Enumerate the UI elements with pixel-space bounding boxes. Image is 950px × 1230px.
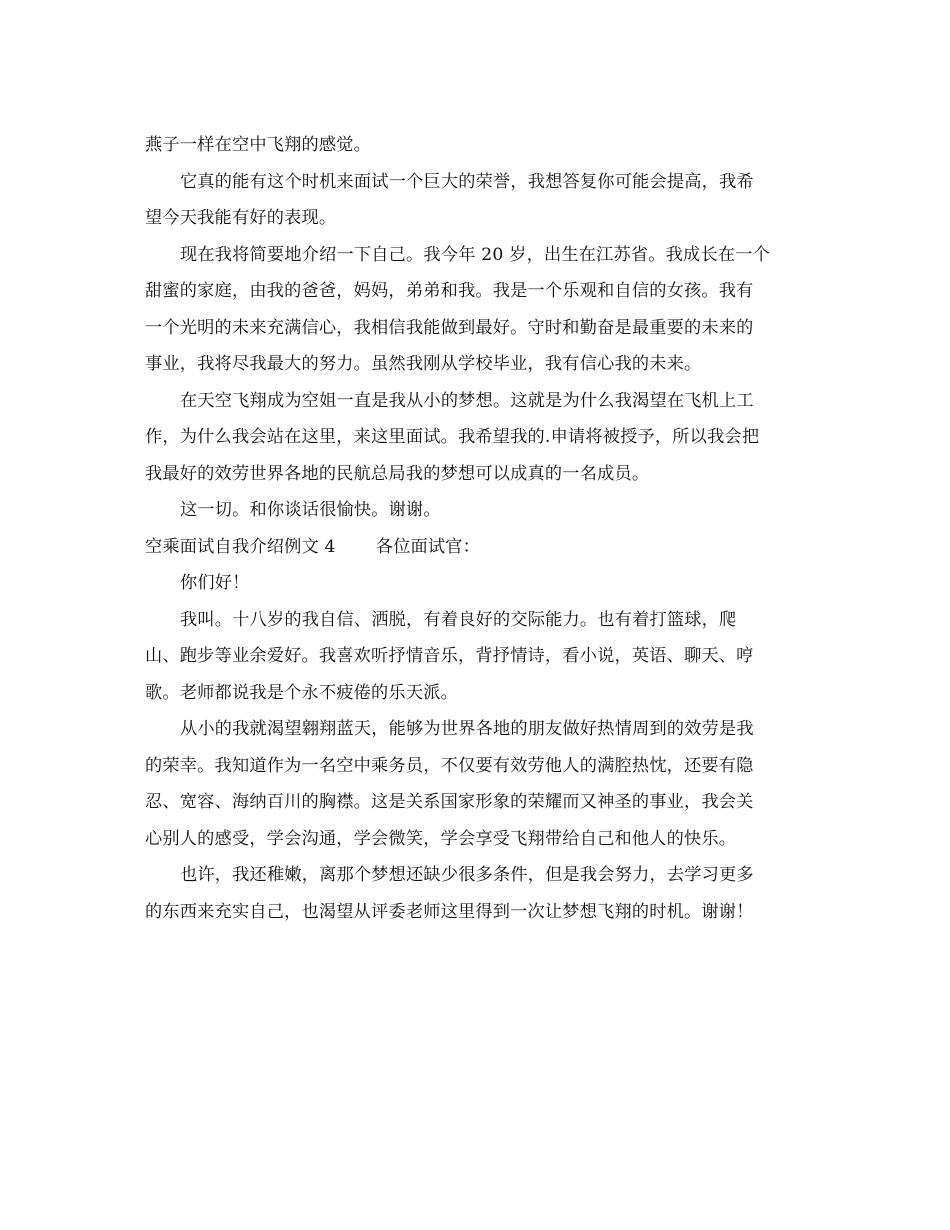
text-line: 歌。老师都说我是个永不疲倦的乐天派。 xyxy=(145,682,458,703)
text-line: 一个光明的未来充满信心，我相信我能做到最好。守时和勤奋是最重要的未来的 xyxy=(145,317,754,338)
text-line: 望今天我能有好的表现。 xyxy=(145,208,337,228)
text-line: 你们好！ xyxy=(180,573,250,593)
text-line: 我叫。十八岁的我自信、洒脱，有着良好的交际能力。也有着打篮球，爬 xyxy=(180,609,737,630)
text-line: 它真的能有这个时机来面试一个巨大的荣誉，我想答复你可能会提高，我希 xyxy=(180,171,754,192)
text-line: 忍、宽容、海纳百川的胸襟。这是关系国家形象的荣耀而又神圣的事业，我会关 xyxy=(145,792,754,812)
document-body xyxy=(145,127,810,930)
text-line: 甜蜜的家庭，由我的爸爸，妈妈，弟弟和我。我是一个乐观和自信的女孩。我有 xyxy=(145,281,754,301)
section-heading xyxy=(145,529,810,566)
text-line: 这一切。和你谈话很愉快。谢谢。 xyxy=(180,500,441,520)
text-line: 在天空飞翔成为空姐一直是我从小的梦想。这就是为什么我渴望在飞机上工 xyxy=(180,390,754,411)
text-line: 作，为什么我会站在这里，来这里面试。我希望我的.申请将被授予，所以我会把 xyxy=(145,427,760,447)
text-line: 现在我将简要地介绍一下自己。我今年 20 岁，出生在江苏省。我成长在一个 xyxy=(180,244,771,265)
text-line: 也许，我还稚嫩，离那个梦想还缺少很多条件，但是我会努力，去学习更多 xyxy=(180,865,754,885)
text-line: 从小的我就渴望翱翔蓝天，能够为世界各地的朋友做好热情周到的效劳是我 xyxy=(180,719,754,739)
section-title: 空乘面试自我介绍例文 4 xyxy=(145,536,336,557)
text-line: 燕子一样在空中飞翔的感觉。 xyxy=(145,135,372,155)
salutation: 各位面试官： xyxy=(375,536,481,557)
text-line: 的东西来充实自己，也渴望从评委老师这里得到一次让梦想飞翔的时机。谢谢！ xyxy=(145,901,754,922)
text-line: 心别人的感受，学会沟通，学会微笑，学会享受飞翔带给自己和他人的快乐。 xyxy=(145,828,737,849)
text-line: 事业，我将尽我最大的努力。虽然我刚从学校毕业，我有信心我的未来。 xyxy=(145,354,702,374)
text-line: 的荣幸。我知道作为一名空中乘务员，不仅要有效劳他人的满腔热忱，还要有隐 xyxy=(145,755,754,776)
text-line: 我最好的效劳世界各地的民航总局我的梦想可以成真的一名成员。 xyxy=(145,463,650,484)
text-line: 山、跑步等业余爱好。我喜欢听抒情音乐，背抒情诗，看小说，英语、聊天、哼 xyxy=(145,646,754,666)
